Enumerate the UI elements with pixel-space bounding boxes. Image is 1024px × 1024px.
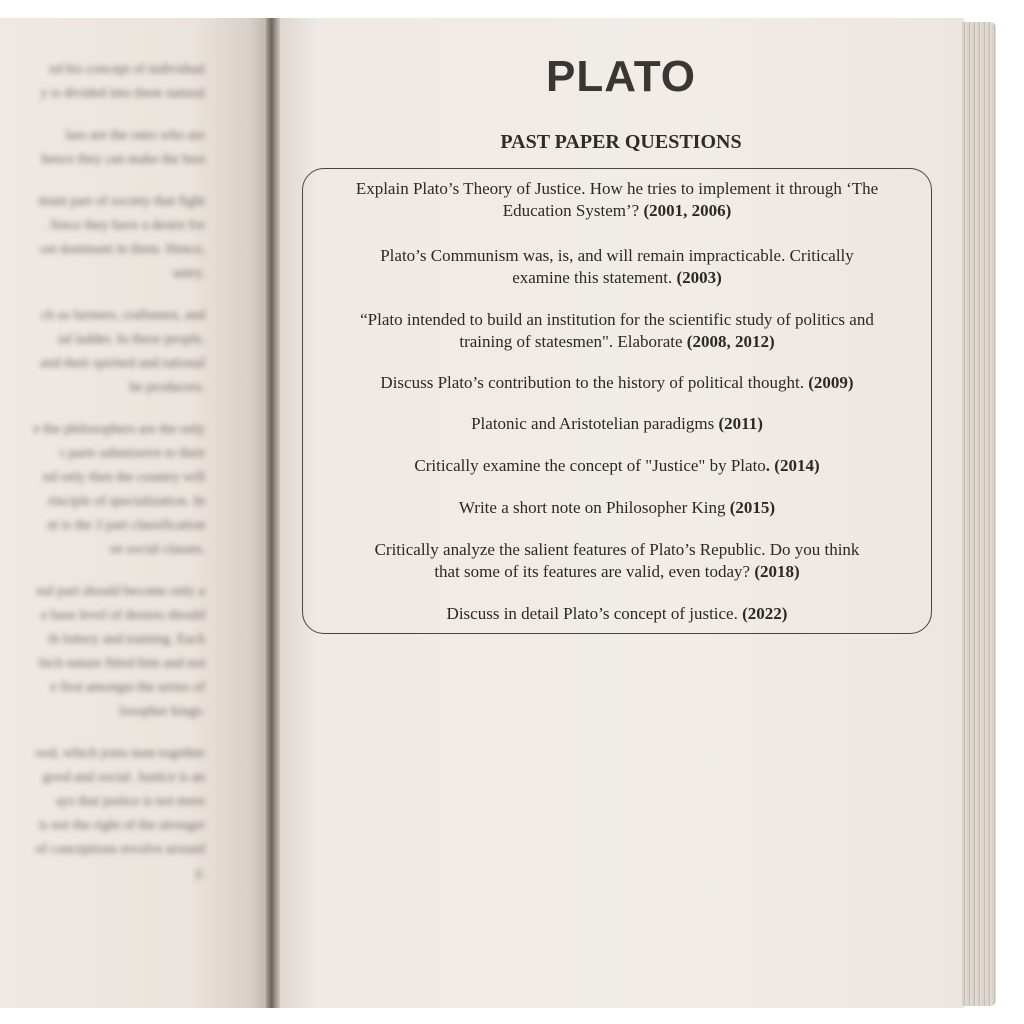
blurred-text-line: y is divided into three natural [40,86,205,101]
question-years: . (2014) [765,456,820,475]
question-text-line2: examine this statement. [512,268,673,287]
question-item [302,245,932,289]
blurred-text-line [0,172,205,190]
blurred-text-line: he producers. [129,380,205,395]
blurred-text-line: ial ladder. In these people, [58,332,205,347]
blurred-text-line: ays that justice is not mere [56,794,205,809]
blurred-text-line: untry. [172,266,205,281]
blurred-text-line: r parts submissive to their [60,446,205,461]
question-item [302,497,932,519]
blurred-text-line: y. [195,866,205,881]
blurred-text-line: good and social. Justice is an [42,770,205,785]
question-item [302,178,932,222]
question-text: Explain Plato’s Theory of Justice. How he tries to implement it through ‘The [355,179,879,198]
blurred-text-line: ed his concept of individual [49,62,205,77]
question-text: Critically analyze the salient features of Plato’s Republic. Do you think [374,540,860,559]
question-text: Critically examine the concept of "Justice" by Plato [414,456,766,475]
blurred-text-line [0,400,205,418]
question-item [302,413,932,435]
blurred-text-line: ch as farmers, craftsmen, and [40,308,205,323]
question-item [302,455,932,477]
section-heading: PAST PAPER QUESTIONS [500,131,742,153]
blurred-text-line: ittant part of society that fight [38,194,205,209]
question-item [302,603,932,625]
question-text: Discuss Plato’s contribution to the history of political thought. [380,373,804,392]
question-years: (2018) [754,562,800,581]
blurred-text-line: lass are the ones who are [65,128,205,143]
blurred-text-line [0,562,205,580]
blurred-text-line: and their spirited and rational [40,356,205,371]
question-text-line2: Education System’? [502,201,640,220]
book-spine [266,18,280,1008]
question-years: (2015) [729,498,776,517]
question-years: (2011) [718,414,763,433]
question-item [302,539,932,583]
question-text: Plato’s Communism was, is, and will remain impracticable. Critically [380,246,854,265]
blurred-text-line: hich nature fitted him and not [38,656,205,671]
blurred-text-line: nal part should become only a [36,584,205,599]
question-years: (2008, 2012) [686,332,775,351]
left-page [0,18,272,1008]
question-text: “Plato intended to build an institution for the scientific study of politics and [360,310,874,329]
question-text: Write a short note on Philosopher King [458,498,726,517]
question-text-line2: training of statesmen". Elaborate [459,332,683,351]
question-text: Discuss in detail Plato’s concept of justice. [446,604,738,623]
blurred-text-line: rinciple of specialization. In [47,494,205,509]
question-years: (2009) [808,373,854,392]
page-title: PLATO [545,52,697,101]
blurred-text-line: ost dominant in them. Hence, [40,242,205,257]
blurred-text-line: e first amongst the series of [50,680,205,695]
blurred-text-line: ood, which joins man together [35,746,205,761]
blurred-text-line: losopher kings. [119,704,205,719]
blurred-text-line: nd only then the country will [42,470,205,485]
blurred-text-line: of conceptions revolve around [35,842,205,857]
question-item [302,309,932,353]
blurred-text-line: hence they can make the best [41,152,205,167]
blurred-text-line [0,286,205,304]
blurred-text-line: th lottery and training. Each [48,632,205,647]
question-years: (2003) [676,268,722,287]
question-years: (2022) [742,604,788,623]
blurred-text-line: ee social classes. [110,542,205,557]
blurred-text-line: e the philosophers are the only [33,422,205,437]
blurred-text-line: nt is the 3 part classification [47,518,205,533]
left-page-blurred-text [0,58,205,886]
blurred-text-line [0,724,205,742]
question-text-line2: that some of its features are valid, even today? [434,562,751,581]
question-text: Platonic and Aristotelian paradigms [471,414,715,433]
page-edges [962,22,996,1006]
question-years: (2001, 2006) [643,201,732,220]
blurred-text-line: . Since they have a desire for [42,218,205,233]
blurred-text-line: is not the right of the stronger [38,818,205,833]
blurred-text-line: e base level of desires should [41,608,205,623]
blurred-text-line [0,106,205,124]
question-item [302,372,932,394]
